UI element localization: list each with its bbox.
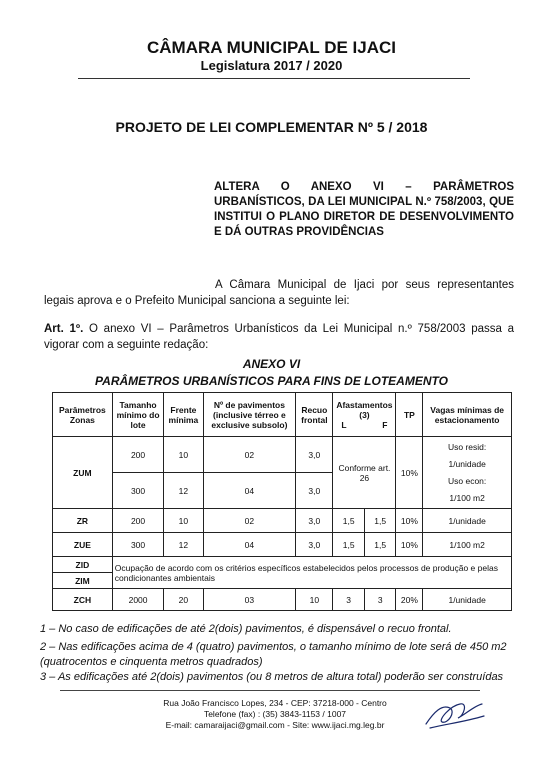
header-frente: Frente mínima [164, 393, 203, 437]
intro-paragraph: A Câmara Municipal de Ijaci por seus representantes legais aprova e o Prefeito Municipal sanciona a seguinte lei: [44, 279, 514, 307]
cell: 1/unidade [423, 509, 512, 533]
footer-phone: Telefone (fax) : (35) 3843-1153 / 1007 [203, 709, 347, 719]
cell: 10% [396, 509, 423, 533]
article-1-label: Art. 1º. [44, 323, 84, 335]
cell: 02 [203, 509, 296, 533]
cell: 3 [333, 589, 365, 611]
signature-icon [420, 694, 490, 734]
zone-zch: ZCH [53, 589, 113, 611]
header-afastamentos-lf [335, 420, 393, 430]
cell: 3,0 [296, 437, 333, 473]
cell: 3,0 [296, 509, 333, 533]
project-title: PROJETO DE LEI COMPLEMENTAR Nº 5 / 2018 [115, 119, 428, 135]
footer [120, 698, 430, 731]
cell: 1,5 [364, 509, 396, 533]
cell: 20 [164, 589, 203, 611]
table-row-zum-1 [53, 437, 512, 473]
header-tp: TP [396, 393, 423, 437]
cell: 3,0 [296, 473, 333, 509]
cell: 1,5 [333, 533, 365, 557]
zone-zum: ZUM [53, 437, 113, 509]
cell: 1/100 m2 [423, 533, 512, 557]
header-divider [78, 78, 470, 79]
cell: 10% [396, 533, 423, 557]
header-af-f: F [382, 419, 388, 430]
cell: 04 [203, 473, 296, 509]
header-afastamentos [333, 393, 396, 437]
header-param-zonas: Parâmetros Zonas [53, 393, 113, 437]
zone-zue: ZUE [53, 533, 113, 557]
cell: 2000 [112, 589, 164, 611]
table-row-zr [53, 509, 512, 533]
cell: 1,5 [364, 533, 396, 557]
vagas-line: 1/unidade [448, 458, 486, 469]
zone-zid: ZID [53, 557, 113, 573]
cell: 1/unidade [423, 589, 512, 611]
article-1 [44, 321, 514, 353]
cell-zid-zim-text: Ocupação de acordo com os critérios específicos estabelecidos pelos processos de produção e pelas condicionantes ambientais [112, 557, 511, 589]
cell-tp-zum: 10% [396, 437, 423, 509]
header-af-l: L [341, 419, 347, 430]
cell: 20% [396, 589, 423, 611]
header-vagas: Vagas mínimas de estacionamento [423, 393, 512, 437]
note-3: 3 – As edificações até 2(dois) pavimentos (ou 8 metros de altura total) poderão ser construídas [40, 671, 504, 683]
cell: 02 [203, 437, 296, 473]
footer-divider [60, 690, 480, 691]
note-2: 2 – Nas edificações acima de 4 (quatro) pavimentos, o tamanho mínimo de lote será de 450 m2 (quatrocentos e cinquenta metros quadrados) [40, 641, 507, 668]
cell: 3,0 [296, 533, 333, 557]
header-tamanho: Tamanho mínimo do lote [112, 393, 164, 437]
cell-vagas-zum [423, 437, 512, 509]
cell-afast-zum: Conforme art. 26 [333, 437, 396, 509]
cell: 300 [112, 473, 164, 509]
note-1: 1 – No caso de edificações de até 2(dois) pavimentos, é dispensável o recuo frontal. [40, 623, 452, 635]
header-title: CÂMARA MUNICIPAL DE IJACI [146, 38, 397, 57]
cell: 03 [203, 589, 296, 611]
cell: 10 [296, 589, 333, 611]
footer-address: Rua João Francisco Lopes, 234 - CEP: 37218-000 - Centro [163, 698, 387, 708]
cell: 1,5 [333, 509, 365, 533]
cell: 300 [112, 533, 164, 557]
cell: 12 [164, 473, 203, 509]
cell: 200 [112, 437, 164, 473]
anexo-subtitle: PARÂMETROS URBANÍSTICOS PARA FINS DE LOTEAMENTO [95, 374, 448, 388]
table-row-zch [53, 589, 512, 611]
header-recuo: Recuo frontal [296, 393, 333, 437]
table-row-zid [53, 557, 512, 573]
cell: 12 [164, 533, 203, 557]
cell: 04 [203, 533, 296, 557]
article-1-text: O anexo VI – Parâmetros Urbanísticos da Lei Municipal n.º 758/2003 passa a vigorar com a seguinte redação: [44, 323, 514, 351]
cell: 200 [112, 509, 164, 533]
cell: 10 [164, 509, 203, 533]
zone-zim: ZIM [53, 573, 113, 589]
anexo-title: ANEXO VI [242, 357, 301, 371]
cell: 10 [164, 437, 203, 473]
footer-contact: E-mail: camaraijaci@gmail.com - Site: www.ijaci.mg.leg.br [165, 720, 385, 730]
header-afastamentos-label: Afastamentos (3) [336, 399, 393, 420]
zone-zr: ZR [53, 509, 113, 533]
vagas-line: Uso resid: [448, 441, 487, 452]
ementa-text: ALTERA O ANEXO VI – PARÂMETROS URBANÍSTICOS, DA LEI MUNICIPAL N.º 758/2003, QUE INSTITUI O PLANO DIRETOR DE DESENVOLVIMENTO E DÁ OUTRAS PROVIDÊNCIAS [214, 181, 514, 238]
header-subtitle: Legislatura 2017 / 2020 [200, 58, 343, 73]
table-header-row [53, 393, 512, 437]
table-row-zue [53, 533, 512, 557]
vagas-line: Uso econ: [448, 475, 487, 486]
cell: 3 [364, 589, 396, 611]
vagas-line: 1/100 m2 [449, 492, 485, 503]
parameters-table [52, 392, 512, 611]
header-pavimentos: Nº de pavimentos (inclusive térreo e exclusive subsolo) [203, 393, 296, 437]
